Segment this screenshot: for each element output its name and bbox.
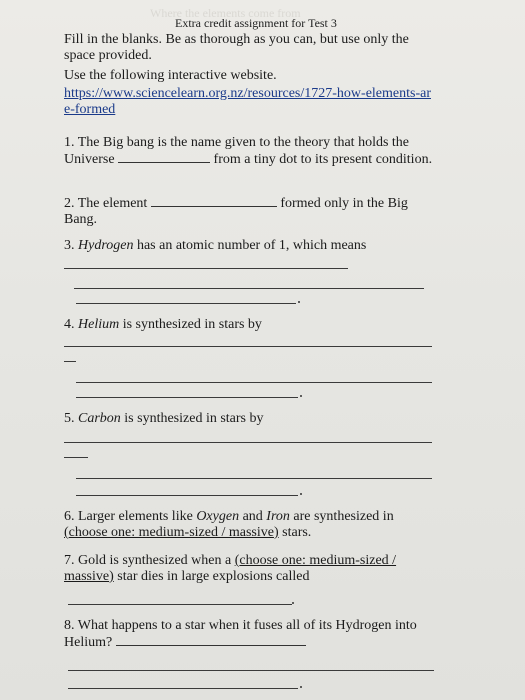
- question-1: 1. The Big bang is the name given to the theory that holds the Universe from a tiny dot to its present condition.: [64, 135, 433, 167]
- question-2: 2. The element formed only in the Big Bang.: [64, 196, 408, 227]
- website-link[interactable]: https://www.sciencelearn.org.nz/resources/1727-how-elements-are-formed: [64, 86, 431, 117]
- answer-line[interactable]: [64, 346, 432, 347]
- answer-line[interactable]: [76, 478, 432, 479]
- question-8: 8. What happens to a star when it fuses all of its Hydrogen into Helium?: [64, 618, 417, 650]
- choice-options[interactable]: choose one: medium-sized / massive: [68, 525, 274, 540]
- answer-line[interactable]: [74, 288, 424, 289]
- answer-line[interactable]: [76, 397, 298, 398]
- question-4: 4. Helium is synthesized in stars by: [64, 317, 262, 332]
- answer-line[interactable]: [64, 268, 348, 269]
- period-mark: [298, 301, 300, 303]
- answer-line[interactable]: [76, 495, 298, 496]
- instructions-website: Use the following interactive website.: [64, 68, 277, 83]
- answer-blank[interactable]: [151, 195, 277, 207]
- choice-options[interactable]: choose one: medium-sized / massive: [64, 553, 397, 584]
- answer-line[interactable]: [68, 604, 292, 605]
- period-mark: [292, 602, 294, 604]
- question-5: 5. Carbon is synthesized in stars by: [64, 411, 264, 426]
- answer-blank[interactable]: [118, 151, 210, 163]
- page-title: Extra credit assignment for Test 3: [175, 16, 337, 30]
- period-mark: [300, 395, 302, 397]
- answer-line[interactable]: [68, 670, 434, 671]
- period-mark: [300, 493, 302, 495]
- answer-line[interactable]: [76, 303, 296, 304]
- answer-line[interactable]: [68, 688, 298, 689]
- bleed-through-text: Where the elements come from: [150, 6, 301, 20]
- question-6: 6. Larger elements like Oxygen and Iron are synthesized in (choose one: medium-sized / massive) stars.: [64, 509, 394, 540]
- question-7: 7. Gold is synthesized when a (choose one: medium-sized / massive) star dies in large explosions called: [64, 553, 397, 584]
- answer-line[interactable]: [64, 442, 432, 443]
- instructions: Fill in the blanks. Be as thorough as you can, but use only the space provided.: [64, 32, 409, 63]
- answer-line[interactable]: [64, 361, 76, 362]
- period-mark: [300, 686, 302, 688]
- answer-line[interactable]: [76, 382, 432, 383]
- question-3: 3. Hydrogen has an atomic number of 1, which means: [64, 238, 367, 253]
- answer-line[interactable]: [64, 457, 88, 458]
- answer-blank[interactable]: [116, 634, 306, 646]
